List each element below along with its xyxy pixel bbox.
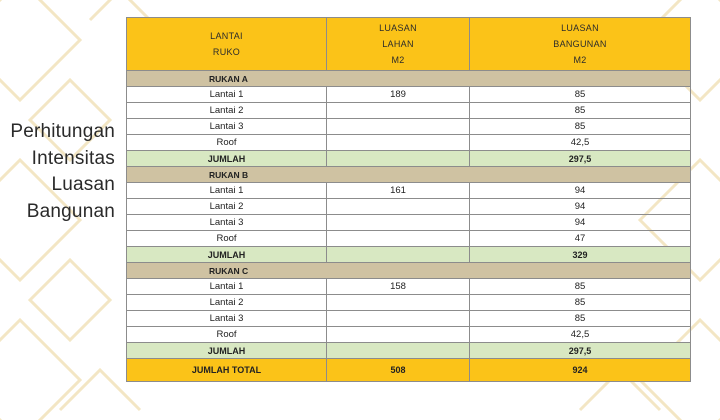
lahan-cell [327, 231, 470, 247]
floor-label: Roof [127, 135, 327, 151]
lahan-cell [327, 247, 470, 263]
table-row [127, 311, 691, 327]
table-row [127, 279, 691, 295]
bangunan-cell: 85 [470, 311, 691, 327]
lahan-cell [327, 327, 470, 343]
side-title-line: Perhitungan [10, 121, 115, 142]
lahan-cell [327, 103, 470, 119]
lahan-cell [327, 343, 470, 359]
section-label: RUKAN B [127, 167, 691, 183]
table-row [127, 327, 691, 343]
subtotal-value: 329 [470, 247, 691, 263]
header-text: LANTAI [210, 31, 243, 41]
lahan-cell [327, 135, 470, 151]
floor-label: Lantai 1 [127, 183, 327, 199]
lahan-cell [327, 215, 470, 231]
subtotal-row [127, 343, 691, 359]
section-label: RUKAN A [127, 71, 691, 87]
subtotal-row [127, 151, 691, 167]
floor-label: Lantai 3 [127, 119, 327, 135]
lahan-cell [327, 151, 470, 167]
grand-total-label: JUMLAH TOTAL [127, 359, 327, 382]
subtotal-value: 297,5 [470, 151, 691, 167]
table-row [127, 87, 691, 103]
floor-label: Lantai 3 [127, 311, 327, 327]
lahan-cell [327, 119, 470, 135]
bangunan-cell: 42,5 [470, 327, 691, 343]
table-row [127, 135, 691, 151]
grand-total-lahan: 508 [327, 359, 470, 382]
table-row [127, 295, 691, 311]
table-row [127, 183, 691, 199]
lahan-cell [327, 311, 470, 327]
header-text: BANGUNAN [553, 39, 607, 49]
section-row [127, 71, 691, 87]
header-text: M2 [573, 55, 587, 65]
floor-label: Lantai 1 [127, 87, 327, 103]
table-row [127, 215, 691, 231]
bangunan-cell: 85 [470, 279, 691, 295]
lahan-cell [327, 199, 470, 215]
section-row [127, 263, 691, 279]
header-luasan-bangunan [470, 18, 691, 71]
lahan-cell [327, 295, 470, 311]
side-title-line: Luasan [51, 174, 115, 195]
bangunan-cell: 85 [470, 119, 691, 135]
bangunan-cell: 47 [470, 231, 691, 247]
floor-label: Lantai 2 [127, 199, 327, 215]
section-label: RUKAN C [127, 263, 691, 279]
header-text: M2 [391, 55, 405, 65]
header-text: LUASAN [561, 23, 599, 33]
bangunan-cell: 94 [470, 215, 691, 231]
subtotal-label: JUMLAH [127, 343, 327, 359]
table-row [127, 119, 691, 135]
table-row [127, 199, 691, 215]
subtotal-row [127, 247, 691, 263]
subtotal-value: 297,5 [470, 343, 691, 359]
lahan-cell: 189 [327, 87, 470, 103]
subtotal-label: JUMLAH [127, 151, 327, 167]
floor-label: Lantai 2 [127, 295, 327, 311]
table-header-row [127, 18, 691, 71]
floor-label: Roof [127, 231, 327, 247]
table-row [127, 103, 691, 119]
bangunan-cell: 85 [470, 87, 691, 103]
side-title [10, 119, 115, 225]
floor-label: Lantai 2 [127, 103, 327, 119]
header-text: LUASAN [379, 23, 417, 33]
bangunan-cell: 94 [470, 183, 691, 199]
header-luasan-lahan [327, 18, 470, 71]
bangunan-cell: 94 [470, 199, 691, 215]
area-calculation-table [126, 17, 691, 382]
floor-label: Roof [127, 327, 327, 343]
bangunan-cell: 85 [470, 103, 691, 119]
table-row [127, 231, 691, 247]
header-text: LAHAN [382, 39, 414, 49]
bangunan-cell: 42,5 [470, 135, 691, 151]
subtotal-label: JUMLAH [127, 247, 327, 263]
lahan-cell: 161 [327, 183, 470, 199]
lahan-cell: 158 [327, 279, 470, 295]
side-title-line: Bangunan [26, 200, 115, 222]
header-text: RUKO [212, 47, 241, 57]
floor-label: Lantai 3 [127, 215, 327, 231]
grand-total-row [127, 359, 691, 382]
bangunan-cell: 85 [470, 295, 691, 311]
section-row [127, 167, 691, 183]
floor-label: Lantai 1 [127, 279, 327, 295]
side-title-line: Intensitas [31, 147, 115, 169]
grand-total-bangunan: 924 [470, 359, 691, 382]
header-lantai-ruko [127, 18, 327, 71]
